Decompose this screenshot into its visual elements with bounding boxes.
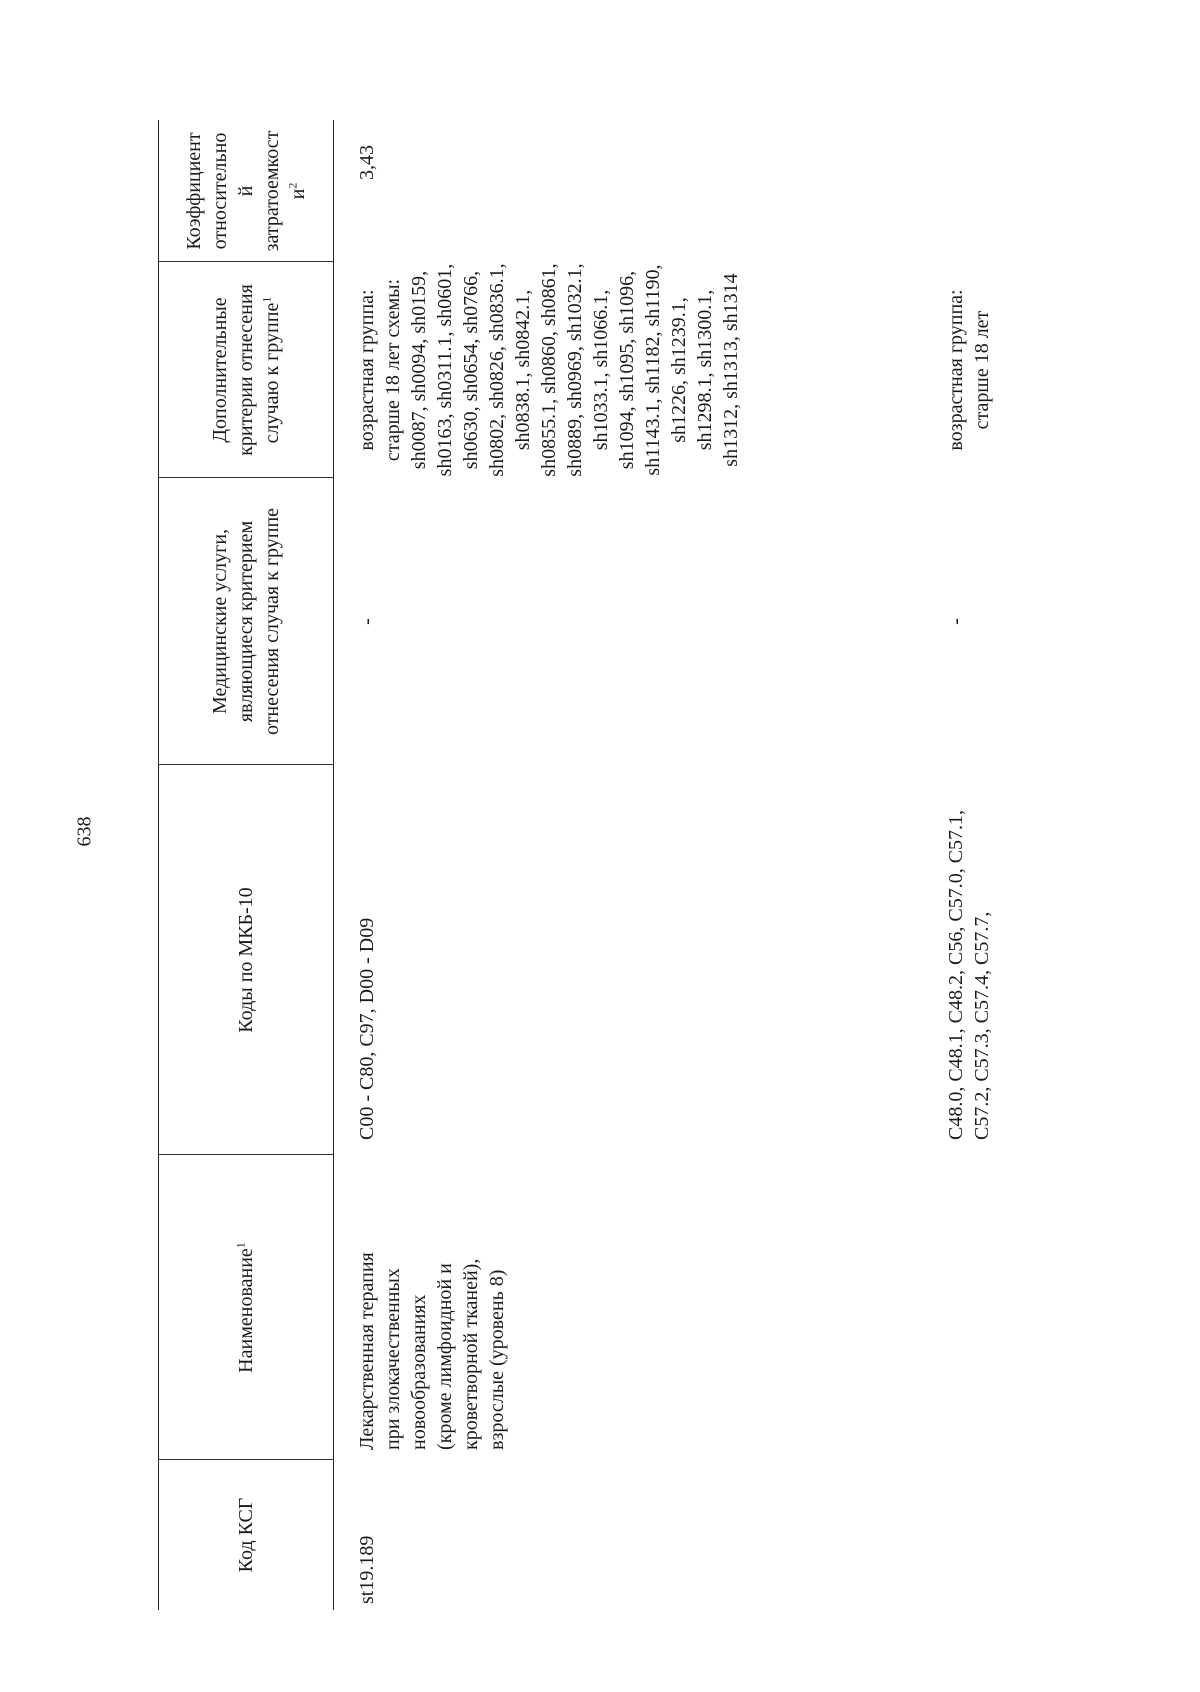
page-number: 638 (73, 816, 96, 847)
row1-code: st19.189 (356, 1535, 378, 1604)
header-name: Наименование$^1$ (232, 1242, 257, 1373)
row2-criteria: возрастная группа: старше 18 лет (945, 289, 993, 451)
header-code: Код КСГ (234, 1497, 257, 1573)
header-bottom-rule (333, 120, 334, 1610)
header-criteria: Дополнительные критерии отнесения случаю к группе$^1$ (208, 284, 283, 456)
row1-services: - (356, 618, 378, 625)
header-mkb: Коды по МКБ-10 (234, 887, 257, 1033)
ksg-table (158, 120, 1158, 1610)
row2-services: - (945, 618, 967, 625)
row1-mkb: C00 - C80, C97, D00 - D09 (356, 917, 378, 1140)
row1-criteria: возрастная группа: старше 18 лет схемы: sh0087, sh0094, sh0159, sh0163, sh0311.1, sh0601, sh0630, sh0654, sh0766, sh0802, sh0826, sh0836.1, sh0838.1, sh0842.1, sh0855.1, sh0860, sh0861, sh0889, sh0969, sh1032.1, sh1033.1, sh1066.1, sh1094, sh1095, sh1096, sh1143.1, sh1182, sh1190, sh1226, sh1239.1, sh1298.1, sh1300.1, sh1312, sh1313, sh1314 (356, 263, 742, 477)
header-coefficient: Коэффициент относительно й затратоемкост $и^2$ (182, 130, 309, 252)
row1-name: Лекарственная терапия при злокачественных новообразованиях (кроме лимфоидной и кроветворной тканей), взрослые (уровень 8) (356, 1252, 508, 1450)
row1-coefficient: 3,43 (356, 145, 378, 180)
header-services: Медицинские услуги, являющиеся критерием отнесения случая к группе (208, 507, 283, 736)
row2-mkb: C48.0, C48.1, C48.2, C56, C57.0, C57.1, C57.2, C57.3, C57.4, C57.7, (945, 809, 993, 1140)
